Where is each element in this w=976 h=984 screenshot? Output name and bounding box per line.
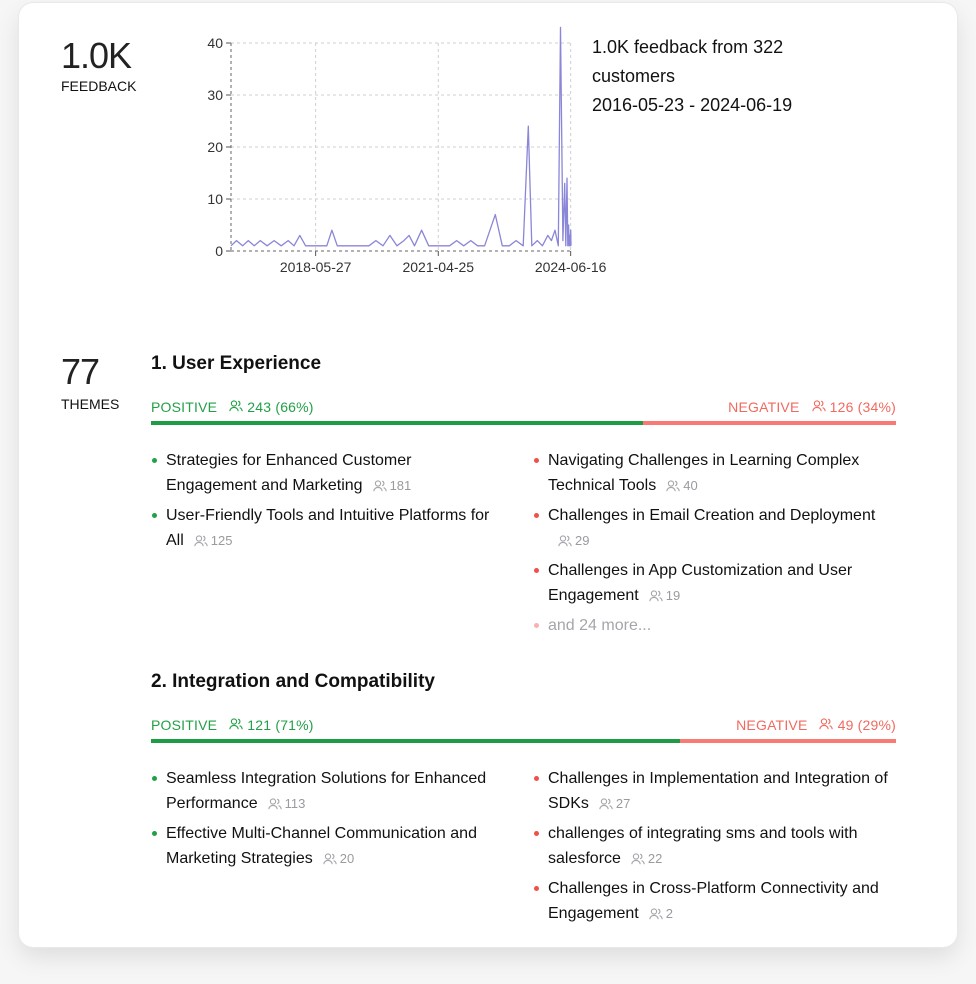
negative-count: 126 (34%) — [829, 399, 896, 415]
negative-summary — [728, 399, 896, 415]
feedback-series-line — [231, 27, 571, 245]
bullet-dot — [534, 886, 539, 891]
people-icon — [599, 798, 613, 810]
feedback-count: 1.0K — [61, 35, 132, 76]
theme-card-user-experience[interactable] — [151, 353, 896, 634]
positive-label: POSITIVE — [151, 717, 218, 733]
positive-count: 243 (66%) — [247, 399, 314, 415]
people-icon — [373, 480, 387, 492]
subtheme-item[interactable]: Challenges in Email Creation and Deployment29 — [533, 503, 898, 553]
feedback-label: FEEDBACK — [61, 78, 137, 94]
people-icon — [649, 590, 663, 602]
subtheme-count: 29 — [558, 533, 589, 548]
sentiment-bar — [151, 739, 896, 743]
sentiment-bar-negative — [643, 421, 896, 425]
people-icon — [268, 798, 282, 810]
negative-subthemes — [533, 766, 898, 931]
insights-card — [19, 3, 957, 947]
people-icon — [558, 535, 572, 547]
people-icon — [649, 908, 663, 920]
negative-subthemes — [533, 448, 898, 643]
negative-label: NEGATIVE — [736, 717, 808, 733]
positive-subthemes — [151, 766, 501, 876]
people-icon — [666, 480, 680, 492]
subtheme-item[interactable]: Effective Multi-Channel Communication and Marketing Strategies 20 — [151, 821, 501, 871]
theme-card-integration[interactable] — [151, 671, 896, 922]
subtheme-count: 2 — [649, 906, 673, 921]
sentiment-bar-positive — [151, 739, 680, 743]
more-subthemes-link[interactable]: and 24 more... — [533, 613, 898, 638]
bullet-dot — [534, 513, 539, 518]
bullet-dot — [534, 831, 539, 836]
subtheme-count: 113 — [268, 796, 306, 811]
y-tick-label: 30 — [207, 87, 223, 103]
y-tick-label: 20 — [207, 139, 223, 155]
negative-summary — [736, 717, 896, 733]
positive-label: POSITIVE — [151, 399, 218, 415]
subtheme-item[interactable]: User-Friendly Tools and Intuitive Platforms for All 125 — [151, 503, 501, 553]
people-icon — [194, 535, 208, 547]
feedback-summary — [592, 33, 852, 120]
bullet-dot — [152, 513, 157, 518]
feedback-timeline-chart — [159, 33, 607, 283]
subtheme-count: 27 — [599, 796, 630, 811]
people-icon — [229, 399, 243, 415]
themes-count: 77 — [61, 351, 100, 392]
x-tick-label: 2018-05-27 — [279, 259, 352, 275]
subtheme-item[interactable]: Strategies for Enhanced Customer Engagement and Marketing 181 — [151, 448, 501, 498]
sentiment-bar-positive — [151, 421, 643, 425]
theme-title[interactable]: 2. Integration and Compatibility — [151, 671, 435, 692]
positive-summary — [151, 399, 314, 415]
subtheme-count: 181 — [373, 478, 412, 493]
bullet-dot — [152, 458, 157, 463]
negative-count: 49 (29%) — [837, 717, 896, 733]
sentiment-bar — [151, 421, 896, 425]
y-tick-label: 10 — [207, 191, 223, 207]
summary-line-2: customers — [592, 66, 676, 86]
theme-title[interactable]: 1. User Experience — [151, 353, 322, 374]
bullet-dot — [534, 776, 539, 781]
sentiment-row — [151, 717, 896, 737]
summary-date-range: 2016-05-23 - 2024-06-19 — [592, 95, 793, 115]
sentiment-bar-negative — [680, 739, 896, 743]
subtheme-count: 19 — [649, 588, 680, 603]
subtheme-item[interactable]: Seamless Integration Solutions for Enhanced Performance 113 — [151, 766, 501, 816]
themes-label: THEMES — [61, 396, 120, 412]
positive-subthemes — [151, 448, 501, 558]
y-tick-label: 0 — [215, 243, 223, 259]
people-icon — [812, 399, 826, 415]
subtheme-count: 22 — [631, 851, 662, 866]
summary-line-1: 1.0K feedback from 322 — [592, 37, 784, 57]
people-icon — [323, 853, 337, 865]
sentiment-row — [151, 399, 896, 419]
negative-label: NEGATIVE — [728, 399, 800, 415]
subtheme-item[interactable]: Challenges in App Customization and User Engagement 19 — [533, 558, 898, 608]
bullet-dot — [534, 623, 539, 628]
people-icon — [229, 717, 243, 733]
x-tick-label: 2021-04-25 — [402, 259, 475, 275]
subtheme-count: 20 — [323, 851, 354, 866]
x-tick-label: 2024-06-16 — [534, 259, 607, 275]
people-icon — [819, 717, 833, 733]
positive-summary — [151, 717, 314, 733]
bullet-dot — [534, 458, 539, 463]
subtheme-item[interactable]: Challenges in Cross-Platform Connectivity and Engagement 2 — [533, 876, 898, 926]
bullet-dot — [534, 568, 539, 573]
subtheme-item[interactable]: challenges of integrating sms and tools with salesforce 22 — [533, 821, 898, 871]
y-tick-label: 40 — [207, 35, 223, 51]
positive-count: 121 (71%) — [247, 717, 314, 733]
subtheme-count: 40 — [666, 478, 697, 493]
people-icon — [631, 853, 645, 865]
bullet-dot — [152, 776, 157, 781]
subtheme-count: 125 — [194, 533, 233, 548]
subtheme-item[interactable]: Challenges in Implementation and Integration of SDKs 27 — [533, 766, 898, 816]
subtheme-item[interactable]: Navigating Challenges in Learning Complex Technical Tools 40 — [533, 448, 898, 498]
bullet-dot — [152, 831, 157, 836]
